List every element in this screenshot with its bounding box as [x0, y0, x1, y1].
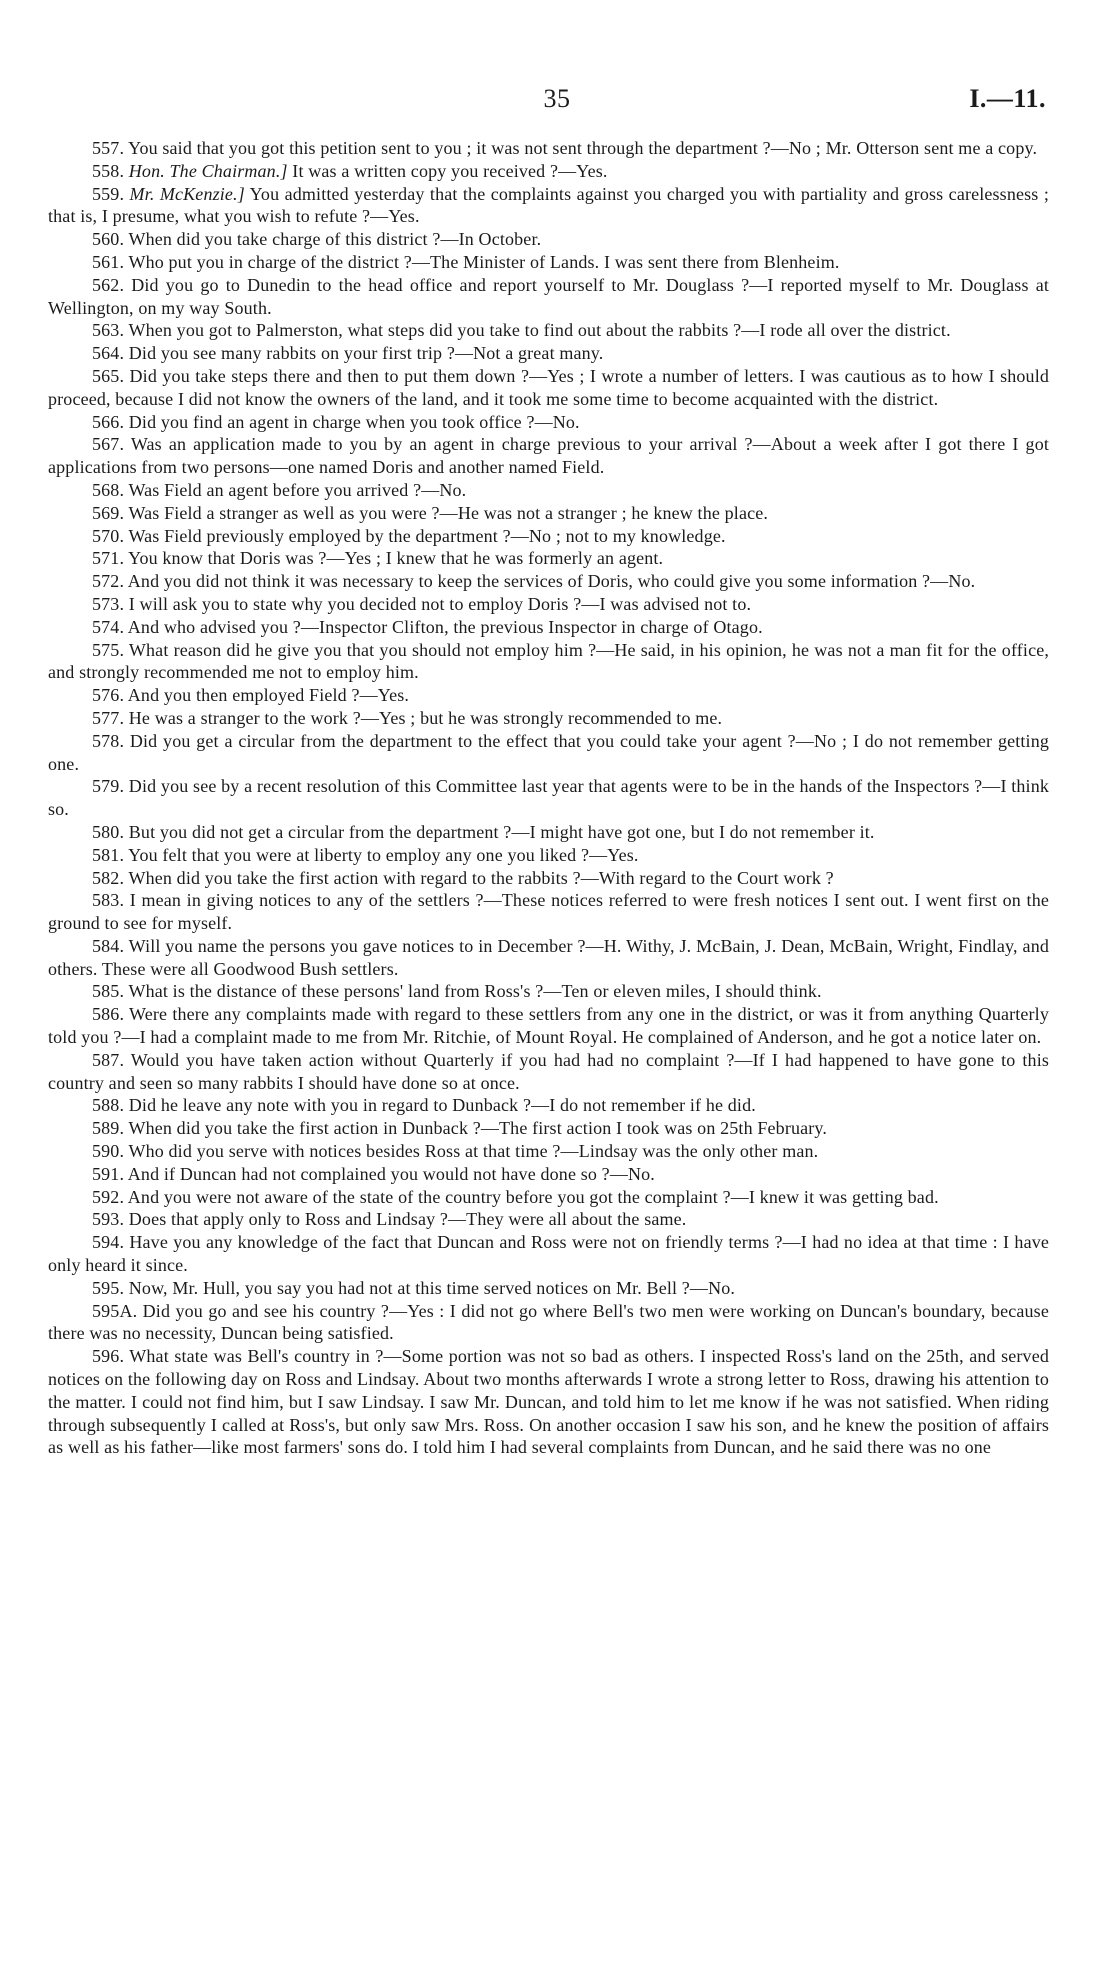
question-text: And you were not aware of the state of the country before you got the complaint ?—I knew it was getting bad. [127, 1186, 939, 1207]
question-text: When did you take charge of this district ?—In October. [128, 229, 542, 250]
question-number: 584. [92, 935, 125, 956]
question-number: 563. [92, 320, 125, 341]
question-text: Will you name the persons you gave notices to in December ?—H. Withy, J. McBain, J. Dean, McBain, Wright, Findlay, and others. These were all Goodwood Bush settlers. [48, 935, 1049, 979]
question-number: 569. [92, 502, 125, 523]
question-number: 593. [92, 1209, 125, 1230]
paragraph [48, 479, 1049, 502]
question-number: 578. [92, 730, 125, 751]
question-text: And you then employed Field ?—Yes. [127, 685, 410, 706]
paragraph [48, 639, 1049, 685]
paragraph [48, 342, 1049, 365]
paragraph [48, 730, 1049, 776]
page-number: 35 [543, 84, 571, 113]
paragraph [48, 274, 1049, 320]
paragraph [48, 365, 1049, 411]
question-number: 559. [92, 183, 125, 204]
question-number: 570. [92, 525, 125, 546]
paragraph [48, 775, 1049, 821]
paragraph [48, 228, 1049, 251]
question-number: 558. [92, 160, 125, 181]
question-number: 588. [92, 1095, 125, 1116]
question-text: Was Field an agent before you arrived ?—No. [128, 479, 467, 500]
question-number: 575. [92, 639, 125, 660]
question-text: It was a written copy you received ?—Yes. [292, 160, 608, 181]
question-number: 590. [92, 1141, 125, 1162]
paragraph [48, 547, 1049, 570]
question-text: Was an application made to you by an agent in charge previous to your arrival ?—About a week after I got there I got applications from two persons—one named Doris and another named Field. [48, 434, 1049, 478]
question-number: 585. [92, 981, 125, 1002]
question-text: You know that Doris was ?—Yes ; I knew that he was formerly an agent. [128, 548, 664, 569]
question-number: 596. [92, 1346, 125, 1367]
paragraph [48, 980, 1049, 1003]
paragraph [48, 251, 1049, 274]
question-number: 595A. [92, 1300, 138, 1321]
paragraph [48, 160, 1049, 183]
speaker-label: Mr. McKenzie.] [129, 183, 245, 204]
paragraph [48, 411, 1049, 434]
question-number: 586. [92, 1004, 125, 1025]
paragraph [48, 616, 1049, 639]
question-text: And if Duncan had not complained you would not have done so ?—No. [127, 1163, 655, 1184]
paragraph [48, 1208, 1049, 1231]
paragraph [48, 1049, 1049, 1095]
question-text: When you got to Palmerston, what steps did you take to find out about the rabbits ?—I rode all over the district. [128, 320, 951, 341]
question-number: 568. [92, 479, 125, 500]
question-text: What reason did he give you that you should not employ him ?—He said, in his opinion, he was not a man fit for the office, and strongly recommended me not to employ him. [48, 639, 1049, 683]
question-number: 591. [92, 1163, 125, 1184]
paragraph [48, 433, 1049, 479]
question-text: When did you take the first action in Dunback ?—The first action I took was on 25th February. [128, 1118, 828, 1139]
question-text: I mean in giving notices to any of the settlers ?—These notices referred to were fresh notices I sent out. I went first on the ground to see for myself. [48, 890, 1049, 934]
question-number: 565. [92, 365, 125, 386]
question-text: Did you take steps there and then to put them down ?—Yes ; I wrote a number of letters. I was cautious as to how I should proceed, because I did not know the owners of the land, and it took me some time to become acquainted with the district. [48, 365, 1049, 409]
question-text: Would you have taken action without Quarterly if you had had no complaint ?—If I had happened to have gone to this country and seen so many rabbits I should have done so at once. [48, 1049, 1050, 1093]
question-text: You said that you got this petition sent to you ; it was not sent through the department ?—No ; Mr. Otterson sent me a copy. [128, 138, 1038, 158]
question-number: 576. [92, 685, 125, 706]
paragraph [48, 319, 1049, 342]
question-text: What state was Bell's country in ?—Some portion was not so bad as others. I inspected Ross's land on the 25th, and served notices on the following day on Ross and Lindsay. About two months afterwards I wrote a strong letter to Ross, drawing his attention to the matter. I could not find him, but I saw Lindsay. I saw Mr. Duncan, and told him to let me know if he was not satisfied. When riding through subsequently I called at Ross's, but only saw Mrs. Ross. On another occasion I saw his son, and he knew the position of affairs as well as his father—like most farmers' sons do. I told him I had several complaints from Duncan, and he said there was no one [48, 1346, 1049, 1458]
question-number: 574. [92, 616, 125, 637]
paragraph [48, 1094, 1049, 1117]
speaker-label: Hon. The Chairman.] [128, 160, 288, 181]
question-text: Was Field a stranger as well as you were ?—He was not a stranger ; he knew the place. [128, 502, 769, 523]
paragraph [48, 707, 1049, 730]
paragraph [48, 1231, 1049, 1277]
question-number: 580. [92, 821, 125, 842]
question-number: 571. [92, 548, 125, 569]
question-text: Was Field previously employed by the department ?—No ; not to my knowledge. [128, 525, 726, 546]
paragraph [48, 867, 1049, 890]
paragraph [48, 1003, 1049, 1049]
question-number: 573. [92, 593, 125, 614]
question-number: 564. [92, 343, 125, 364]
paragraph [48, 1163, 1049, 1186]
question-number: 560. [92, 229, 125, 250]
question-text: When did you take the first action with regard to the rabbits ?—With regard to the Court work ? [128, 867, 834, 888]
question-number: 592. [92, 1186, 125, 1207]
transcript-body [48, 137, 1049, 1459]
paragraph [48, 821, 1049, 844]
paragraph [48, 889, 1049, 935]
question-number: 561. [92, 251, 125, 272]
question-text: And you did not think it was necessary to keep the services of Doris, who could give you some information ?—No. [127, 571, 976, 592]
question-text: Have you any knowledge of the fact that Duncan and Ross were not on friendly terms ?—I had no idea at that time : I have only heard it since. [48, 1232, 1050, 1276]
question-text: Did you find an agent in charge when you took office ?—No. [128, 411, 580, 432]
question-number: 557. [92, 138, 125, 158]
paragraph [48, 1300, 1049, 1346]
question-number: 581. [92, 844, 125, 865]
question-text: You admitted yesterday that the complaints against you charged you with partiality and gross carelessness ; that is, I presume, what you wish to refute ?—Yes. [48, 183, 1049, 227]
question-number: 583. [92, 890, 125, 911]
paragraph [48, 844, 1049, 867]
question-text: Did you see many rabbits on your first trip ?—Not a great many. [128, 343, 604, 364]
question-text: What is the distance of these persons' land from Ross's ?—Ten or eleven miles, I should think. [128, 981, 822, 1002]
question-text: But you did not get a circular from the department ?—I might have got one, but I do not remember it. [128, 821, 875, 842]
question-text: He was a stranger to the work ?—Yes ; but he was strongly recommended to me. [128, 707, 723, 728]
question-number: 567. [92, 434, 125, 455]
question-number: 572. [92, 571, 125, 592]
question-number: 579. [92, 776, 125, 797]
question-text: You felt that you were at liberty to employ any one you liked ?—Yes. [128, 844, 639, 865]
question-number: 589. [92, 1118, 125, 1139]
question-text: I will ask you to state why you decided not to employ Doris ?—I was advised not to. [128, 593, 752, 614]
paragraph [48, 593, 1049, 616]
question-text: Does that apply only to Ross and Lindsay ?—They were all about the same. [128, 1209, 687, 1230]
paragraph [48, 1117, 1049, 1140]
question-number: 577. [92, 707, 125, 728]
paragraph [48, 684, 1049, 707]
paragraph [48, 570, 1049, 593]
paragraph [48, 502, 1049, 525]
question-text: Were there any complaints made with regard to these settlers from any one in the district, or was it from anything Quarterly told you ?—I had a complaint made to me from Mr. Ritchie, of Mount Royal. He complained of Anderson, and he got a notice later on. [48, 1004, 1049, 1048]
paragraph [48, 1277, 1049, 1300]
question-number: 594. [92, 1232, 125, 1253]
question-text: Did you see by a recent resolution of this Committee last year that agents were to be in the hands of the Inspectors ?—I think so. [48, 776, 1050, 820]
paragraph [48, 183, 1049, 229]
question-number: 566. [92, 411, 125, 432]
question-number: 587. [92, 1049, 125, 1070]
question-text: Did you go and see his country ?—Yes : I did not go where Bell's two men were working on Duncan's boundary, because there was no necessity, Duncan being satisfied. [48, 1300, 1049, 1344]
question-number: 595. [92, 1277, 125, 1298]
question-number: 582. [92, 867, 125, 888]
question-text: Did he leave any note with you in regard to Dunback ?—I do not remember if he did. [128, 1095, 756, 1116]
question-text: Did you go to Dunedin to the head office and report yourself to Mr. Douglass ?—I reported myself to Mr. Douglass at Wellington, on my way South. [48, 274, 1049, 318]
paper-reference: I.—11. [969, 84, 1046, 113]
paragraph [48, 525, 1049, 548]
question-text: Who put you in charge of the district ?—The Minister of Lands. I was sent there from Blenheim. [128, 251, 840, 272]
paragraph [48, 1186, 1049, 1209]
paragraph [48, 137, 1049, 160]
question-text: And who advised you ?—Inspector Clifton, the previous Inspector in charge of Otago. [127, 616, 763, 637]
question-text: Who did you serve with notices besides Ross at that time ?—Lindsay was the only other man. [128, 1141, 819, 1162]
question-number: 562. [92, 274, 125, 295]
question-text: Did you get a circular from the department to the effect that you could take your agent ?—No ; I do not remember getting one. [48, 730, 1049, 774]
question-text: Now, Mr. Hull, you say you had not at this time served notices on Mr. Bell ?—No. [128, 1277, 736, 1298]
paragraph [48, 935, 1049, 981]
paragraph [48, 1345, 1049, 1459]
paragraph [48, 1140, 1049, 1163]
